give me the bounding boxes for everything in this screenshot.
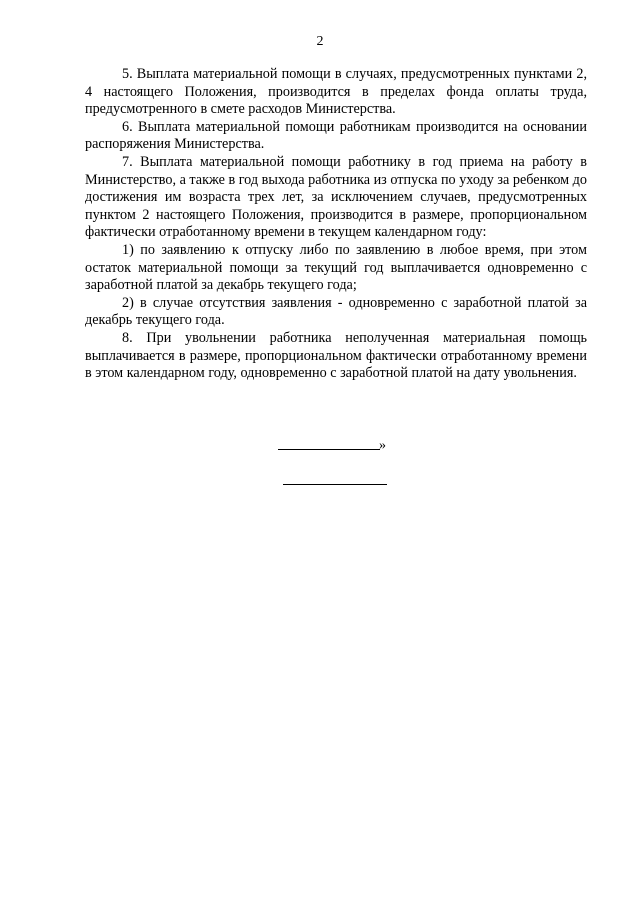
paragraph-6: 6. Выплата материальной помощи работникам производится на основании распоряжения Министерства.	[85, 118, 587, 153]
paragraph-8: 8. При увольнении работника неполученная материальная помощь выплачивается в размере, пропорциональном фактически отработанному времени в этом календарном году, одновременно с заработной платой на дату увольнения.	[85, 329, 587, 382]
paragraph-7-item-1: 1) по заявлению к отпуску либо по заявлению в любое время, при этом остаток материальной помощи за текущий год выплачивается одновременно с заработной платой за декабрь текущего года;	[85, 241, 587, 294]
paragraph-7-item-2: 2) в случае отсутствия заявления - одновременно с заработной платой за декабрь текущего года.	[85, 294, 587, 329]
page-number: 2	[316, 34, 324, 49]
closing-line	[278, 437, 398, 455]
closing-quote: »	[379, 438, 386, 453]
end-divider	[283, 484, 387, 485]
document-body	[85, 66, 587, 383]
closing-underline	[278, 449, 380, 450]
paragraph-7: 7. Выплата материальной помощи работнику в год приема на работу в Министерство, а также в год выхода работника из отпуска по уходу за ребенком до достижения им возраста трех лет, за исключением случаев, предусмотренных пунктом 2 настоящего Положения, производится в размере, пропорциональном фактически отработанному времени в текущем календарном году:	[85, 153, 587, 241]
paragraph-5: 5. Выплата материальной помощи в случаях, предусмотренных пунктами 2, 4 настоящего Положения, производится в пределах фонда оплаты труда, предусмотренного в смете расходов Министерства.	[85, 66, 587, 118]
